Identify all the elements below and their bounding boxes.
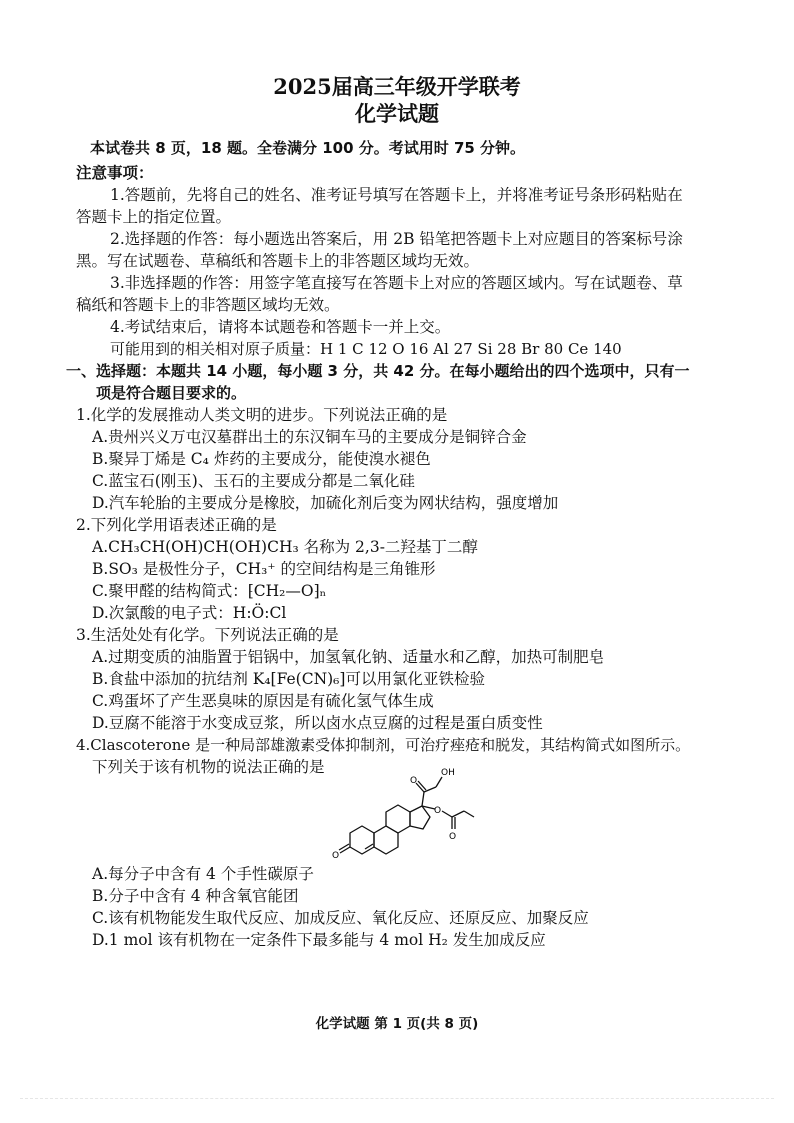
question-option: A.过期变质的油脂置于铝锅中，加氢氧化钠、适量水和乙醇，加热可制肥皂 <box>92 648 605 666</box>
ring-d <box>410 806 430 829</box>
question-option: B.SO₃ 是极性分子，CH₃⁺ 的空间结构是三角锥形 <box>92 560 436 578</box>
question-stem: 4.Clascoterone 是一种局部雄激素受体抑制剂，可治疗痤疮和脱发，其结构简式如图所示。 <box>76 736 691 754</box>
question-option: C.鸡蛋坏了产生恶臭味的原因是有硫化氢气体生成 <box>92 692 434 710</box>
question-option: B.分子中含有 4 种含氧官能团 <box>92 887 299 905</box>
question-option: C.蓝宝石(刚玉)、玉石的主要成分都是二氧化硅 <box>92 472 415 490</box>
exam-info: 本试卷共 8 页，18 题。全卷满分 100 分。考试用时 75 分钟。 <box>90 139 526 157</box>
notice-item: 4.考试结束后，请将本试题卷和答题卡一并上交。 <box>110 318 451 336</box>
oh-label: OH <box>441 768 455 778</box>
bottom-divider <box>20 1098 774 1099</box>
question-option: A.CH₃CH(OH)CH(OH)CH₃ 名称为 2,3-二羟基丁二醇 <box>92 538 478 556</box>
notice-item: 答题卡上的指定位置。 <box>76 208 232 226</box>
question-option: D.豆腐不能溶于水变成豆浆，所以卤水点豆腐的过程是蛋白质变性 <box>92 714 543 732</box>
section-heading: 一、选择题：本题共 14 小题，每小题 3 分，共 42 分。在每小题给出的四个选项中，只有一 <box>66 362 690 380</box>
question-option: B.食盐中添加的抗结剂 K₄[Fe(CN)₆]可以用氯化亚铁检验 <box>92 670 485 688</box>
ring-c <box>386 805 410 833</box>
question-option: A.每分子中含有 4 个手性碳原子 <box>92 865 314 883</box>
question-stem: 3.生活处处有化学。下列说法正确的是 <box>76 626 339 644</box>
ester-o-label: O <box>434 806 442 816</box>
question-option: B.聚异丁烯是 C₄ 炸药的主要成分，能使溴水褪色 <box>92 450 431 468</box>
question-option: A.贵州兴义万屯汉墓群出土的东汉铜车马的主要成分是铜锌合金 <box>92 428 527 446</box>
clascoterone-structure-diagram <box>330 743 480 861</box>
ester-carbonyl-o-label: O <box>449 832 457 842</box>
atomic-mass-line: 可能用到的相关相对原子质量：H 1 C 12 O 16 Al 27 Si 28 Br 80 Ce 140 <box>110 340 622 358</box>
notice-item: 黑。写在试题卷、草稿纸和答题卡上的非答题区域均无效。 <box>76 252 480 270</box>
ring-a <box>350 826 374 854</box>
question-option: D.次氯酸的电子式：H:Ö:Cl <box>92 604 287 622</box>
question-stem: 2.下列化学用语表述正确的是 <box>76 516 277 534</box>
question-stem: 1.化学的发展推动人类文明的进步。下列说法正确的是 <box>76 406 448 424</box>
exam-subject: 化学试题 <box>355 102 439 126</box>
ketone-o-label: O <box>410 776 418 786</box>
page-footer: 化学试题 第 1 页(共 8 页) <box>315 1016 479 1032</box>
notice-item: 1.答题前，先将自己的姓名、准考证号填写在答题卡上，并将准考证号条形码粘贴在 <box>110 186 683 204</box>
question-option: C.聚甲醛的结构简式：⁅CH₂—O⁆ₙ <box>92 582 327 600</box>
question-option: D.汽车轮胎的主要成分是橡胶，加硫化剂后变为网状结构，强度增加 <box>92 494 559 512</box>
exam-title: 2025届高三年级开学联考 <box>273 74 521 99</box>
question-option: C.该有机物能发生取代反应、加成反应、氧化反应、还原反应、加聚反应 <box>92 909 589 927</box>
question-stem-cont: 下列关于该有机物的说法正确的是 <box>92 758 325 776</box>
notice-heading: 注意事项： <box>76 164 154 182</box>
notice-item: 3.非选择题的作答：用签字笔直接写在答题卡上对应的答题区域内。写在试题卷、草 <box>110 274 683 292</box>
notice-item: 2.选择题的作答：每小题选出答案后，用 2B 铅笔把答题卡上对应题目的答案标号涂 <box>110 230 683 248</box>
enone-o-label: O <box>332 851 340 861</box>
notice-item: 稿纸和答题卡上的非答题区域均无效。 <box>76 296 340 314</box>
question-option: D.1 mol 该有机物在一定条件下最多能与 4 mol H₂ 发生加成反应 <box>92 931 546 949</box>
section-heading-cont: 项是符合题目要求的。 <box>96 384 247 402</box>
